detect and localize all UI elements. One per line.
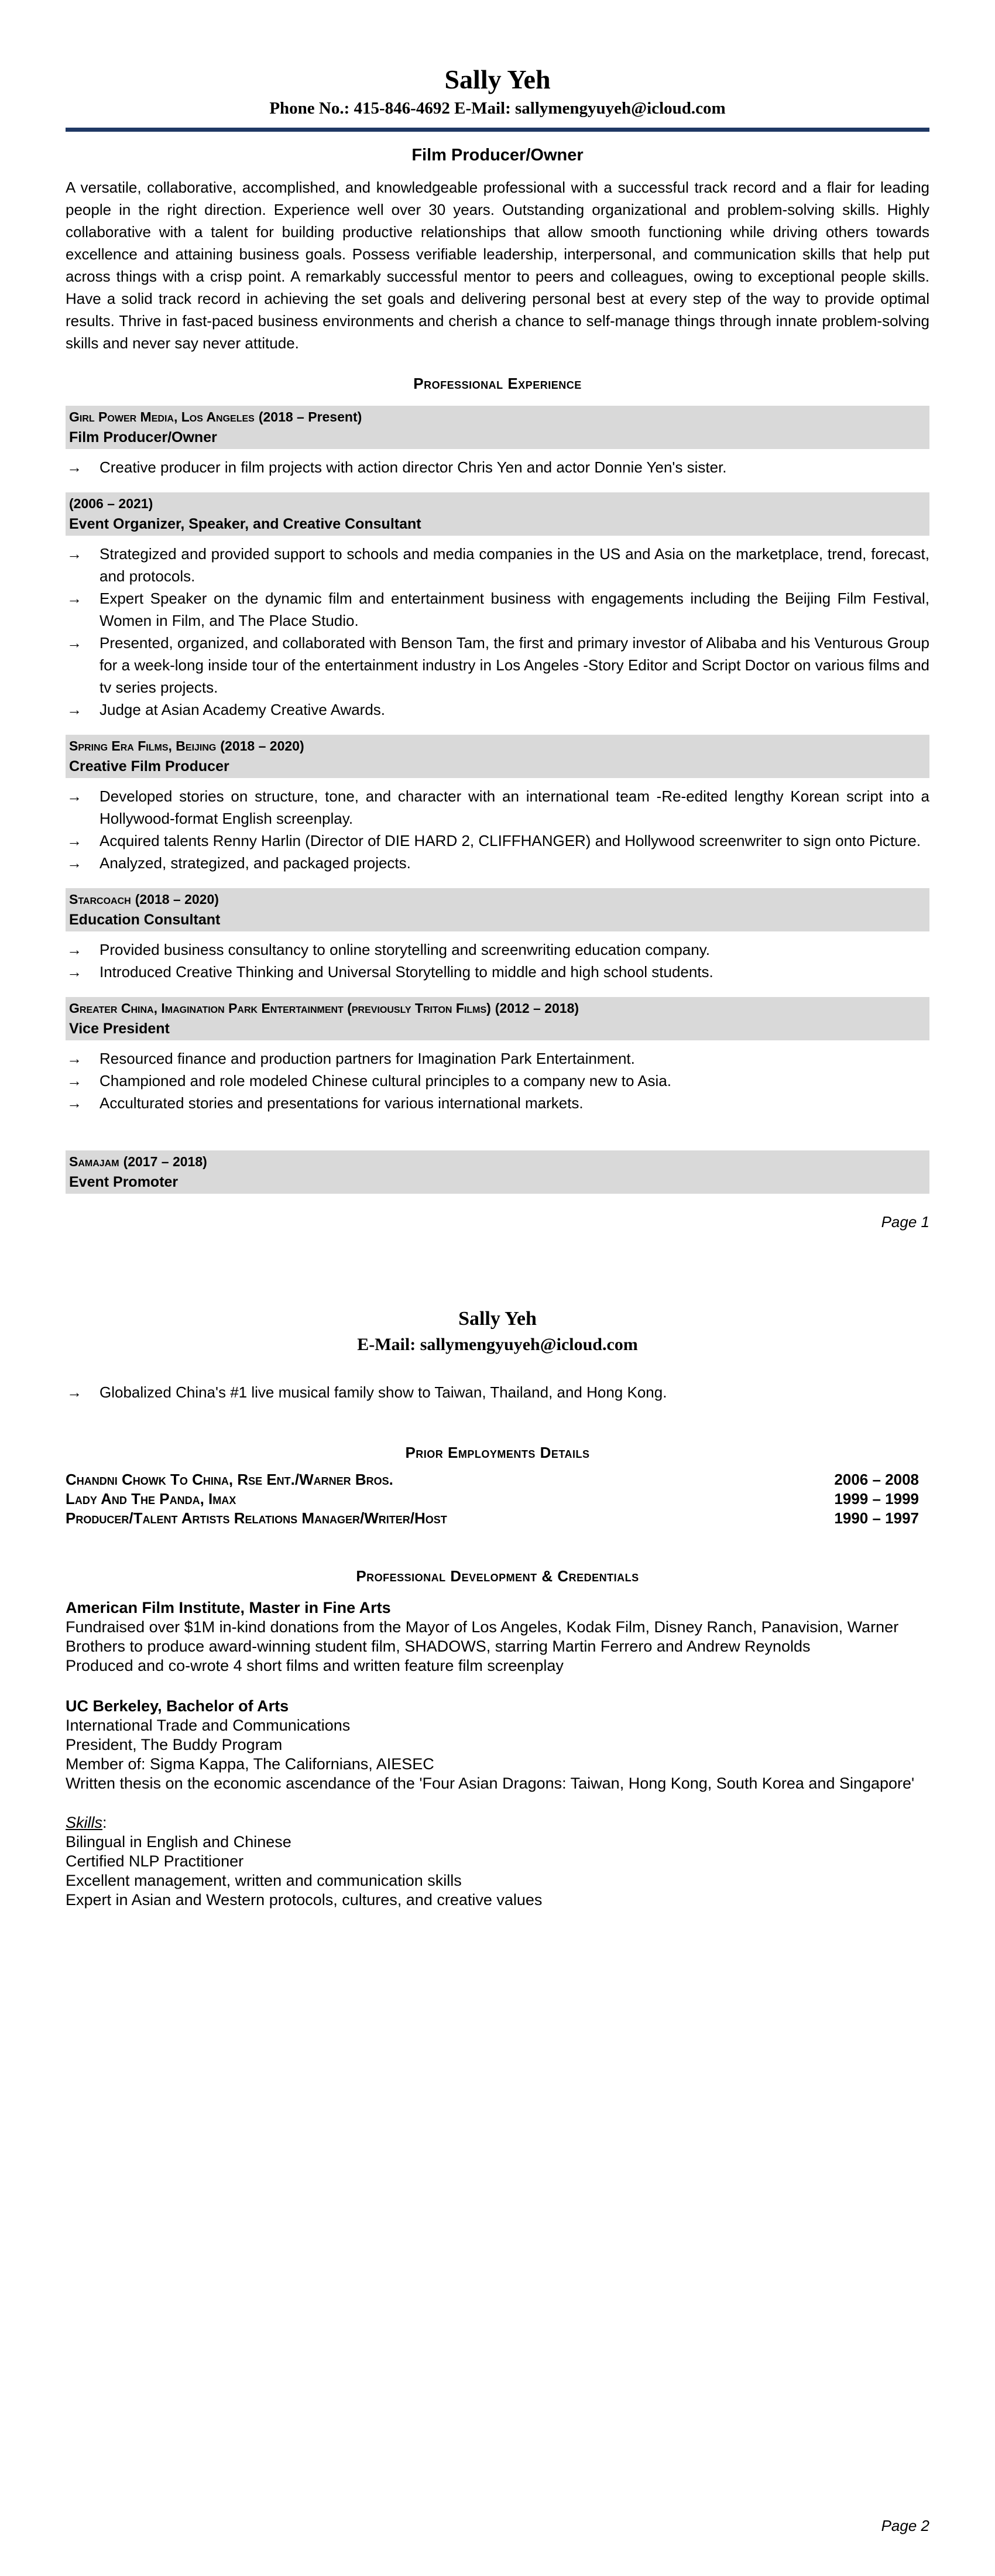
bullet-item bbox=[66, 1381, 929, 1403]
job-title: Vice President bbox=[69, 1020, 170, 1037]
page1-contact-line: Phone No.: 415-846-4692 E-Mail: sallymengyuyeh@icloud.com bbox=[269, 99, 726, 118]
page1-name-title: Sally Yeh bbox=[444, 64, 551, 94]
education-line: Written thesis on the economic ascendance of the 'Four Asian Dragons: Taiwan, Hong Kong, South Korea and Singapore' bbox=[66, 1775, 915, 1792]
page2-name-title: Sally Yeh bbox=[458, 1308, 537, 1330]
arrow-bullet-icon: → bbox=[67, 458, 82, 476]
arrow-bullet-icon: → bbox=[67, 1094, 82, 1112]
bullet-text: Presented, organized, and collaborated with Benson Tam, the first and primary investor of Alibaba and his Venturous Group for a week-long inside tour of the entertainment industry in Los Angeles -Story Editor and Script Doctor on various films and tv series projects. bbox=[100, 634, 929, 696]
bullet-item bbox=[66, 587, 929, 632]
job-title: Creative Film Producer bbox=[69, 758, 229, 775]
arrow-bullet-icon: → bbox=[67, 634, 82, 652]
job-company-line bbox=[69, 1152, 925, 1172]
section-heading-professional-development: Professional Development & Credentials bbox=[356, 1567, 639, 1585]
job-dates: (2018 – Present) bbox=[258, 409, 362, 424]
job-dates: (2018 – 2020) bbox=[220, 738, 304, 753]
page2-bullet-list bbox=[66, 1381, 929, 1403]
skill-item: Certified NLP Practitioner bbox=[66, 1852, 244, 1870]
arrow-bullet-icon: → bbox=[67, 787, 82, 805]
prior-employments-table bbox=[66, 1470, 929, 1528]
skills-heading bbox=[66, 1813, 929, 1832]
job-bullet-list bbox=[66, 456, 929, 478]
bullet-item bbox=[66, 830, 929, 852]
job-banner-girl-power-media bbox=[66, 406, 929, 449]
bullet-item bbox=[66, 543, 929, 587]
job-company: Spring Era Films, Beijing bbox=[69, 738, 217, 753]
skills-colon: : bbox=[102, 1814, 107, 1831]
bullet-item bbox=[66, 632, 929, 698]
prior-employment-dates: 2006 – 2008 bbox=[834, 1471, 919, 1488]
job-title: Film Producer/Owner bbox=[69, 429, 217, 446]
education-title: UC Berkeley, Bachelor of Arts bbox=[66, 1697, 289, 1715]
skill-item: Bilingual in English and Chinese bbox=[66, 1833, 291, 1851]
bullet-text: Resourced finance and production partners for Imagination Park Entertainment. bbox=[100, 1050, 635, 1067]
prior-employment-label: Chandni Chowk To China, Rse Ent./Warner Bros. bbox=[66, 1471, 393, 1488]
job-banner-imagination-park bbox=[66, 997, 929, 1040]
prior-employment-label: Producer/Talent Artists Relations Manager/Writer/Host bbox=[66, 1509, 447, 1527]
job-dates: (2018 – 2020) bbox=[135, 892, 219, 907]
job-title: Education Consultant bbox=[69, 912, 221, 928]
job-bullet-list bbox=[66, 1047, 929, 1114]
section-heading-prior-employments: Prior Employments Details bbox=[405, 1444, 590, 1461]
bullet-text: Creative producer in film projects with action director Chris Yen and actor Donnie Yen's sister. bbox=[100, 458, 727, 476]
prior-employment-dates: 1999 – 1999 bbox=[834, 1490, 919, 1508]
job-dates: (2017 – 2018) bbox=[123, 1154, 207, 1169]
bullet-item bbox=[66, 1047, 929, 1070]
job-company-line bbox=[69, 494, 925, 514]
bullet-item bbox=[66, 1092, 929, 1114]
role-title-heading: Film Producer/Owner bbox=[411, 146, 584, 165]
job-dates: (2006 – 2021) bbox=[69, 496, 153, 511]
job-company-line bbox=[69, 998, 925, 1019]
education-line: President, The Buddy Program bbox=[66, 1736, 283, 1753]
bullet-text: Acquired talents Renny Harlin (Director of DIE HARD 2, CLIFFHANGER) and Hollywood screenwriter to sign onto Picture. bbox=[100, 832, 921, 849]
section-heading-professional-experience: Professional Experience bbox=[413, 375, 582, 392]
skills-label: Skills bbox=[66, 1814, 103, 1831]
skill-item: Expert in Asian and Western protocols, cultures, and creative values bbox=[66, 1891, 543, 1909]
bullet-text: Provided business consultancy to online storytelling and screenwriting education company. bbox=[100, 941, 710, 958]
prior-employment-label: Lady And The Panda, Imax bbox=[66, 1490, 236, 1508]
arrow-bullet-icon: → bbox=[67, 701, 82, 718]
job-banner-samajam bbox=[66, 1150, 929, 1194]
arrow-bullet-icon: → bbox=[67, 1050, 82, 1067]
bullet-item bbox=[66, 785, 929, 830]
job-company: Samajam bbox=[69, 1154, 119, 1169]
bullet-text: Introduced Creative Thinking and Universal Storytelling to middle and high school students. bbox=[100, 963, 713, 981]
skills-section bbox=[66, 1813, 929, 1910]
education-line: Fundraised over $1M in-kind donations from the Mayor of Los Angeles, Kodak Film, Disney Ranch, Panavision, Warner Brothers to produce award-winning student film, SHADOWS, starring Martin Ferrero and Andrew Reynolds bbox=[66, 1618, 899, 1655]
job-company-line bbox=[69, 736, 925, 756]
arrow-bullet-icon: → bbox=[67, 963, 82, 981]
job-bullet-list bbox=[66, 938, 929, 983]
bullet-item bbox=[66, 938, 929, 961]
education-block-uc-berkeley bbox=[66, 1697, 929, 1793]
arrow-bullet-icon: → bbox=[67, 832, 82, 849]
job-title: Event Promoter bbox=[69, 1174, 179, 1190]
bullet-text: Acculturated stories and presentations for various international markets. bbox=[100, 1094, 584, 1112]
job-banner-2006-2021 bbox=[66, 492, 929, 536]
prior-employment-row bbox=[66, 1470, 929, 1489]
bullet-text: Championed and role modeled Chinese cultural principles to a company new to Asia. bbox=[100, 1072, 672, 1090]
page2-footer: Page 2 bbox=[881, 2517, 929, 2534]
education-line: Member of: Sigma Kappa, The Californians, AIESEC bbox=[66, 1755, 434, 1773]
job-company: Greater China, Imagination Park Entertainment (previously Triton Films) bbox=[69, 1001, 491, 1016]
bullet-text: Strategized and provided support to schools and media companies in the US and Asia on the marketplace, trend, forecast, and protocols. bbox=[100, 545, 929, 585]
page2-contact-line: E-Mail: sallymengyuyeh@icloud.com bbox=[357, 1335, 638, 1354]
bullet-text: Expert Speaker on the dynamic film and entertainment business with engagements including the Beijing Film Festival, Women in Film, and The Place Studio. bbox=[100, 590, 929, 629]
prior-employment-row bbox=[66, 1509, 929, 1528]
arrow-bullet-icon: → bbox=[67, 590, 82, 607]
job-dates: (2012 – 2018) bbox=[495, 1001, 579, 1016]
job-banner-spring-era-films bbox=[66, 735, 929, 778]
arrow-bullet-icon: → bbox=[67, 941, 82, 958]
bullet-item bbox=[66, 456, 929, 478]
education-block-afi bbox=[66, 1598, 929, 1676]
skill-item: Excellent management, written and communication skills bbox=[66, 1872, 462, 1889]
education-title: American Film Institute, Master in Fine Arts bbox=[66, 1599, 391, 1616]
arrow-bullet-icon: → bbox=[67, 854, 82, 872]
job-bullet-list bbox=[66, 785, 929, 874]
bullet-item bbox=[66, 852, 929, 874]
job-bullet-list bbox=[66, 543, 929, 721]
job-title: Event Organizer, Speaker, and Creative Consultant bbox=[69, 516, 421, 532]
bullet-text: Globalized China's #1 live musical family show to Taiwan, Thailand, and Hong Kong. bbox=[100, 1383, 667, 1401]
job-company: Starcoach bbox=[69, 892, 131, 907]
job-company-line bbox=[69, 407, 925, 427]
job-banner-starcoach bbox=[66, 888, 929, 931]
summary-paragraph: A versatile, collaborative, accomplished, and knowledgeable professional with a successful track record and a flair for leading people in the right direction. Experience well over 30 years. Outstanding organizational and problem-solving skills. Highly collaborative with a talent for building productive relationships that allow smooth functioning while driving others towards excellence and attaining business goals. Possess verifiable leadership, interpersonal, and communication skills that help put across things with a crisp point. A remarkably successful mentor to peers and colleagues, owing to exceptional people skills. Have a solid track record in achieving the set goals and delivering personal best at every step of the way to provide optimal results. Thrive in fast-paced business environments and cherish a chance to self-manage things through innate problem-solving skills and never say never attitude. bbox=[66, 179, 929, 352]
education-line: International Trade and Communications bbox=[66, 1717, 351, 1734]
prior-employment-row bbox=[66, 1489, 929, 1509]
bullet-item bbox=[66, 1070, 929, 1092]
bullet-text: Judge at Asian Academy Creative Awards. bbox=[100, 701, 386, 718]
bullet-item bbox=[66, 961, 929, 983]
job-company: Girl Power Media, Los Angeles bbox=[69, 409, 255, 424]
bullet-text: Analyzed, strategized, and packaged projects. bbox=[100, 854, 411, 872]
header-divider-rule bbox=[66, 128, 929, 132]
page1-footer: Page 1 bbox=[881, 1213, 929, 1231]
prior-employment-dates: 1990 – 1997 bbox=[834, 1509, 919, 1527]
arrow-bullet-icon: → bbox=[67, 1383, 82, 1401]
bullet-item bbox=[66, 698, 929, 721]
arrow-bullet-icon: → bbox=[67, 545, 82, 563]
education-line: Produced and co-wrote 4 short films and written feature film screenplay bbox=[66, 1657, 564, 1674]
job-company-line bbox=[69, 889, 925, 910]
bullet-text: Developed stories on structure, tone, and character with an international team -Re-edited lengthy Korean script into a Hollywood-format English screenplay. bbox=[100, 787, 929, 827]
arrow-bullet-icon: → bbox=[67, 1072, 82, 1090]
